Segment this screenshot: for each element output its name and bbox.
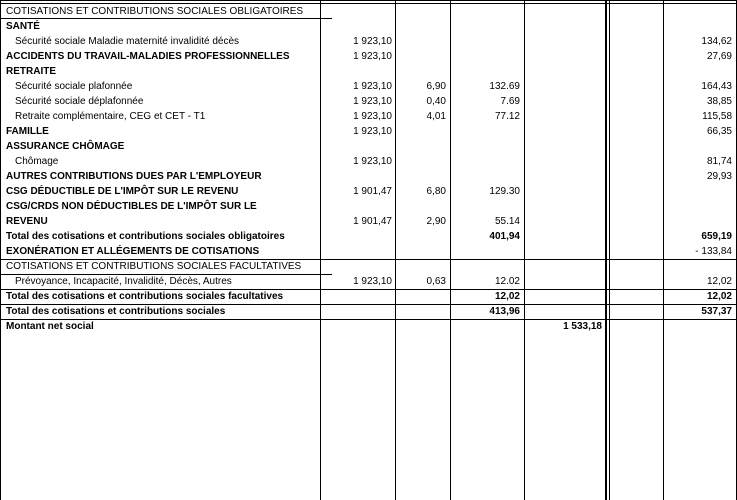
table-row [0,19,737,34]
cell-taux [397,169,446,184]
cell-patronal: 29,93 [706,171,732,182]
cell-taux [397,199,446,214]
cell-salarie [452,319,520,334]
cell-salarie [452,124,520,139]
cell-salarie [452,259,520,274]
table-row [0,169,737,184]
cell-base: 1 901,47 [353,186,392,197]
row-label: Sécurité sociale déplafonnée [15,96,144,107]
table-row [0,64,737,79]
cell-salarie [452,199,520,214]
row-label: ACCIDENTS DU TRAVAIL-MALADIES PROFESSIONNELLES [6,51,290,62]
cell-patronal [668,4,732,19]
table-row [0,79,737,94]
cell-taux: 0,40 [426,96,446,107]
row-label: Chômage [15,156,59,167]
cell-patronal: 659,19 [701,231,732,242]
cell-taux [397,154,446,169]
cell-net [527,274,602,289]
cell-net: 1 533,18 [563,321,602,332]
table-row [0,319,737,334]
cell-salarie: 77.12 [494,111,520,122]
table-row [0,229,737,244]
row-label: EXONÉRATION ET ALLÉGEMENTS DE COTISATIONS [6,246,260,257]
table-row [0,184,737,199]
cell-base [322,289,392,304]
cell-taux [397,229,446,244]
table-row [0,49,737,64]
table-row [0,289,737,304]
cell-base [322,64,392,79]
cell-net [527,4,602,19]
cell-base: 1 923,10 [353,36,392,47]
row-label: Total des cotisations et contributions sociales facultatives [6,291,284,302]
cell-salarie: 55.14 [494,216,520,227]
cell-taux [397,124,446,139]
row-label: Sécurité sociale Maladie maternité invalidité décès [15,36,240,47]
cell-taux: 0,63 [426,276,446,287]
table-row [0,4,737,19]
cell-net [527,19,602,34]
table-row [0,259,737,274]
cell-net [527,64,602,79]
cell-taux [397,319,446,334]
cell-patronal [668,139,732,154]
cell-base: 1 923,10 [353,111,392,122]
cell-net [527,289,602,304]
row-rule [0,0,737,1]
cell-patronal: 81,74 [706,156,732,167]
cell-base [322,229,392,244]
table-row [0,34,737,49]
cell-patronal [668,259,732,274]
cell-patronal: 66,35 [706,126,732,137]
cell-net [527,229,602,244]
cell-salarie [452,19,520,34]
row-label: COTISATIONS ET CONTRIBUTIONS SOCIALES FACULTATIVES [6,261,302,272]
cell-salarie [452,139,520,154]
cell-taux [397,304,446,319]
cell-taux: 6,80 [426,186,446,197]
cell-taux [397,139,446,154]
cell-taux [397,259,446,274]
cell-base [322,304,392,319]
cell-patronal: 115,58 [702,111,732,122]
cell-patronal [668,214,732,229]
cell-base: 1 923,10 [353,126,392,137]
cell-net [527,199,602,214]
row-label: Retraite complémentaire, CEG et CET - T1 [15,111,206,122]
cell-patronal: 12,02 [706,276,732,287]
cell-patronal [668,199,732,214]
cell-base [322,4,392,19]
row-label: Total des cotisations et contributions sociales [6,306,226,317]
table-row [0,124,737,139]
cell-net [527,154,602,169]
cell-patronal: 537,37 [701,306,732,317]
row-label: ASSURANCE CHÔMAGE [6,141,125,152]
cell-net [527,139,602,154]
table-row [0,274,737,289]
cell-net [527,259,602,274]
cell-base [322,259,392,274]
cell-taux [397,49,446,64]
cell-salarie: 12,02 [494,291,520,302]
cell-patronal: 134,62 [701,36,732,47]
cell-taux [397,64,446,79]
cell-net [527,304,602,319]
cell-net [527,79,602,94]
cell-base: 1 923,10 [353,51,392,62]
row-label: Sécurité sociale plafonnée [15,81,133,92]
cell-net [527,34,602,49]
table-row [0,214,737,229]
cell-salarie: 7.69 [500,96,520,107]
cell-patronal: 164,43 [701,81,732,92]
cell-salarie [452,49,520,64]
cell-salarie [452,4,520,19]
cell-taux: 2,90 [426,216,446,227]
cell-patronal [668,319,732,334]
cell-patronal: 12,02 [706,291,732,302]
table-row [0,109,737,124]
cell-salarie: 129.30 [489,186,520,197]
cell-net [527,94,602,109]
cell-taux: 6,90 [426,81,446,92]
cell-taux [397,289,446,304]
cell-patronal [668,64,732,79]
row-label: COTISATIONS ET CONTRIBUTIONS SOCIALES OBLIGATOIRES [6,6,304,17]
row-label: AUTRES CONTRIBUTIONS DUES PAR L'EMPLOYEUR [6,171,262,182]
table-row [0,304,737,319]
cell-base [322,169,392,184]
cell-patronal: - 133,84 [695,246,732,257]
cell-patronal [668,19,732,34]
cell-taux [397,4,446,19]
row-label: FAMILLE [6,126,49,137]
row-label: Total des cotisations et contributions sociales obligatoires [6,231,285,242]
cell-base [322,199,392,214]
row-label: CSG/CRDS NON DÉDUCTIBLES DE L'IMPÔT SUR LE [6,201,257,212]
cell-taux [397,244,446,259]
cell-salarie: 401,94 [489,231,520,242]
cell-net [527,124,602,139]
cell-taux [397,34,446,49]
cell-salarie [452,34,520,49]
cell-base: 1 923,10 [353,81,392,92]
cell-patronal: 38,85 [706,96,732,107]
cell-salarie [452,244,520,259]
cell-net [527,109,602,124]
cell-net [527,169,602,184]
cell-salarie [452,169,520,184]
cell-base [322,319,392,334]
cell-net [527,49,602,64]
table-row [0,94,737,109]
cell-salarie [452,154,520,169]
row-label: CSG DÉDUCTIBLE DE L'IMPÔT SUR LE REVENU [6,186,239,197]
row-label: Montant net social [6,321,94,332]
cell-net [527,184,602,199]
cell-salarie: 132.69 [489,81,520,92]
cell-net [527,244,602,259]
table-row [0,139,737,154]
cell-salarie: 413,96 [489,306,520,317]
cell-net [527,214,602,229]
cell-base: 1 901,47 [353,216,392,227]
cell-base: 1 923,10 [353,156,392,167]
table-row [0,244,737,259]
cell-taux [397,19,446,34]
cell-base [322,139,392,154]
cell-base [322,19,392,34]
row-label: REVENU [6,216,48,227]
cell-patronal: 27,69 [706,51,732,62]
cell-salarie: 12.02 [494,276,520,287]
cell-patronal [668,184,732,199]
row-label: RETRAITE [6,66,56,77]
cell-base [322,244,392,259]
cell-salarie [452,64,520,79]
cell-taux: 4,01 [426,111,446,122]
row-label: Prévoyance, Incapacité, Invalidité, Décès, Autres [15,276,232,287]
cell-base: 1 923,10 [353,276,392,287]
cell-base: 1 923,10 [353,96,392,107]
row-label: SANTÉ [6,21,40,32]
table-row [0,199,737,214]
table-row [0,154,737,169]
